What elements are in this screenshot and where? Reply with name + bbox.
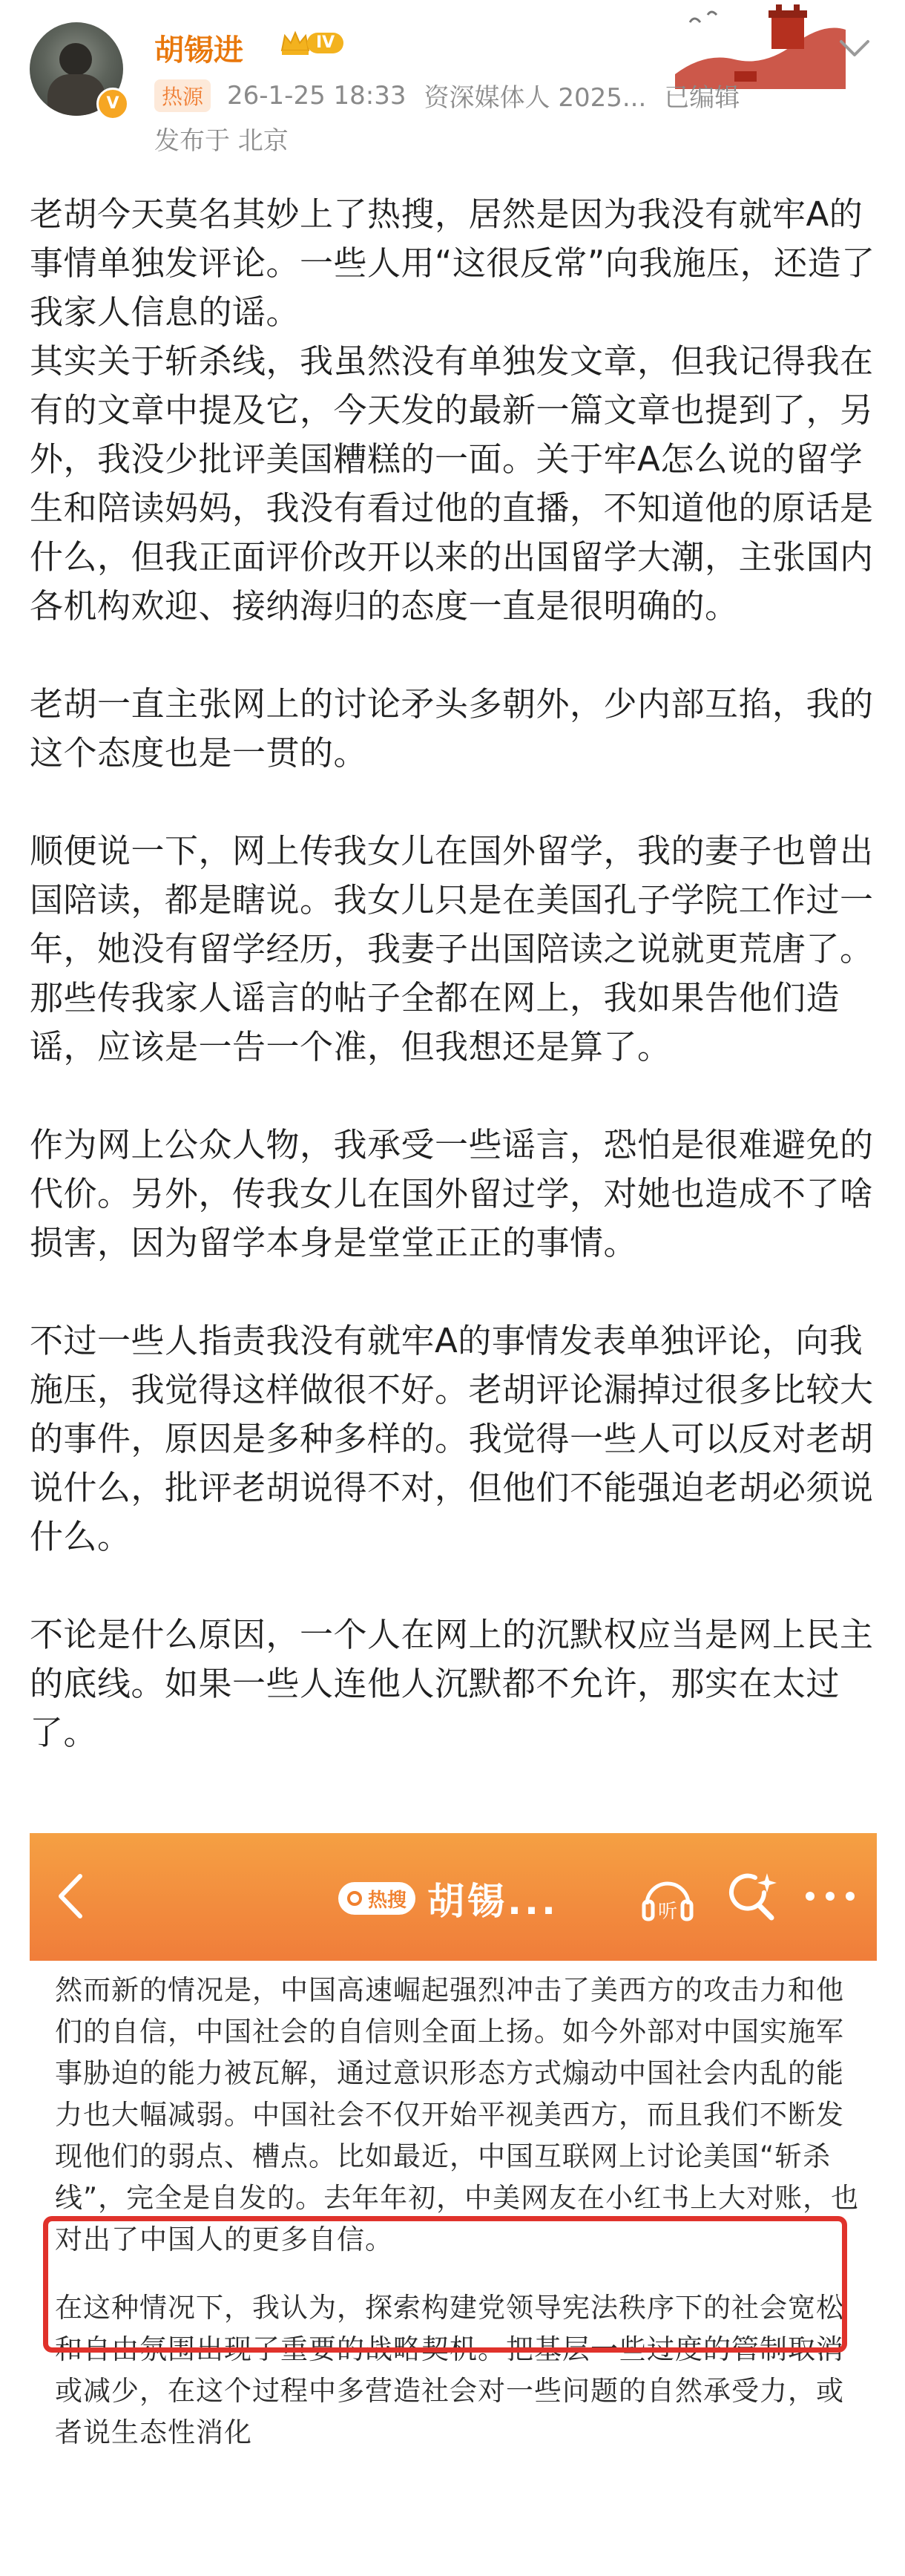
username[interactable]: 胡锡进 <box>154 33 243 68</box>
great-wall-decoration <box>675 0 846 89</box>
post-timestamp: 26-1-25 18:33 <box>227 80 407 111</box>
paragraph: 老胡一直主张网上的讨论矛头多朝外，少内部互掐，我的这个态度也是一贯的。 <box>30 684 874 773</box>
paragraph: 顺便说一下，网上传我女儿在国外留学，我的妻子也曾出国陪读，都是瞎说。我女儿只是在美国孔子学院工作过一年，她没有留学经历，我妻子出国陪读之说就更荒唐了。那些传我家人谣言的帖子全都在网上，我如果告他们造谣，应该是一告一个准，但我想还是算了。 <box>30 831 874 1066</box>
listen-icon <box>638 1869 697 1928</box>
post-source: 资深媒体人 2025... <box>424 83 647 113</box>
search-sparkle-icon <box>725 1870 780 1925</box>
avatar-figure-body <box>47 74 105 116</box>
embedded-paragraph: 在这种情况下，我认为，探索构建党领导宪法秩序下的社会宽松和自由氛围出现了重要的战略契机。把基层一些过度的管制取消或减少，在这个过程中多营造社会对一些问题的自然承受力，或者说生态性消化 <box>55 2292 844 2448</box>
paragraph: 作为网上公众人物，我承受一些谣言，恐怕是很难避免的代价。另外，传我女儿在国外留过学，对她也造成不了啥损害，因为留学本身是堂堂正正的事情。 <box>30 1125 874 1262</box>
published-location: 发布于 北京 <box>154 126 289 156</box>
paragraph: 其实关于斩杀线，我虽然没有单独发文章，但我记得我在有的文章中提及它，今天发的最新一篇文章也提到了，另外，我没少批评美国糟糕的一面。关于牢A怎么说的留学生和陪读妈妈，我没有看过他的直播，不知道他的原话是什么，但我正面评价改开以来的出国留学大潮，主张国内各机构欢迎、接纳海归的态度一直是很明确的。 <box>30 341 874 626</box>
red-highlight-box <box>43 2216 847 2353</box>
paragraph: 不论是什么原因，一个人在网上的沉默权应当是网上民主的底线。如果一些人连他人沉默都不允许，那实在太过了。 <box>30 1615 874 1752</box>
svg-text:听: 听 <box>657 1901 678 1923</box>
embedded-title <box>338 1872 559 1925</box>
level-text: IV <box>307 33 343 53</box>
embedded-username: 胡锡... <box>427 1880 559 1923</box>
post-body <box>30 190 883 1757</box>
hot-tag[interactable]: 热源 <box>154 79 211 112</box>
post-header <box>0 0 905 171</box>
embedded-screenshot[interactable] <box>30 1833 877 2576</box>
hot-chip-icon <box>347 1891 362 1906</box>
edited-label[interactable]: 已编辑 <box>664 83 740 113</box>
paragraph: 不过一些人指责我没有就牢A的事情发表单独评论，向我施压，我觉得这样做很不好。老胡评论漏掉过很多比较大的事件，原因是多种多样的。我觉得一些人可以反对老胡说什么，批评老胡说得不对，但他们不能强迫老胡必须说什么。 <box>30 1321 874 1556</box>
avatar-figure-head <box>59 43 92 76</box>
embedded-article-text <box>55 1970 863 2454</box>
post-meta <box>154 77 740 114</box>
back-chevron-icon <box>52 1870 89 1922</box>
level-badge[interactable] <box>279 28 366 58</box>
embedded-app-bar <box>30 1833 877 1961</box>
hot-search-chip: 热搜 <box>338 1882 415 1915</box>
ellipsis-icon <box>801 1885 859 1907</box>
verified-badge-icon: V <box>96 88 129 120</box>
embedded-paragraph: 然而新的情况是，中国高速崛起强烈冲击了美西方的攻击力和他们的自信，中国社会的自信则全面上扬。如今外部对中国实施军事胁迫的能力被瓦解，通过意识形态方式煽动中国社会内乱的能力也大幅减弱。中国社会不仅开始平视美西方，而且我们不断发现他们的弱点、槽点。比如最近，中国互联网上讨论美国“斩杀线”，完全是自发的。去年年初，中美网友在小红书上大对账，也对出了中国人的更多自信。 <box>55 1974 860 2255</box>
more-options-icon[interactable] <box>834 36 875 62</box>
paragraph: 老胡今天莫名其妙上了热搜，居然是因为我没有就牢A的事情单独发评论。一些人用“这很反常”向我施压，还造了我家人信息的谣。 <box>30 194 875 332</box>
